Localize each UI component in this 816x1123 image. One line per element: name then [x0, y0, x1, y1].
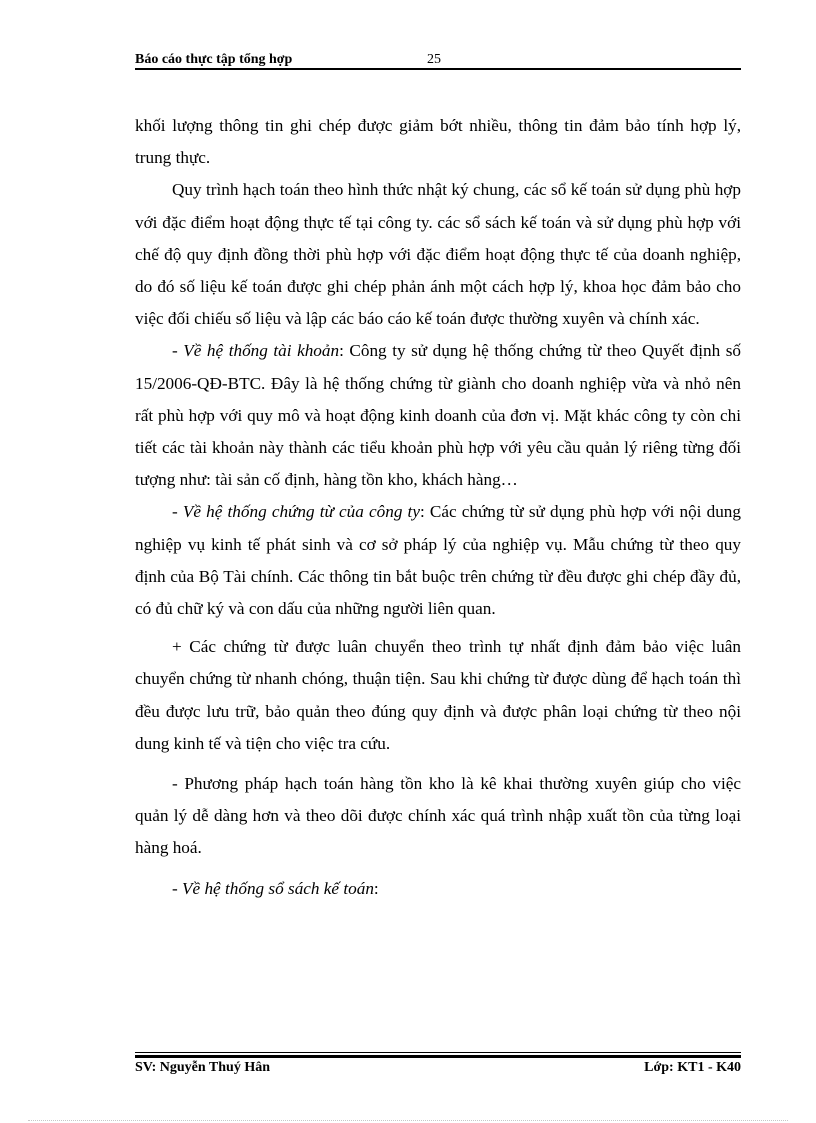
paragraph-4-heading: Về hệ thống chứng từ của công ty: [182, 502, 420, 522]
page-header: [135, 51, 741, 68]
footer-class-label: Lớp: KT1 - K40: [644, 1060, 741, 1075]
paragraph-3-prefix: -: [172, 341, 184, 361]
paragraph-4-text: : Các chứng từ sử dụng phù hợp với nội dung nghiệp vụ kinh tế phát sinh và cơ sở pháp lý của nghiệp vụ. Mẫu chứng từ theo quy định của Bộ Tài chính. Các thông tin bắt buộc trên chứng từ đều được ghi chép đầy đủ, có đủ chữ ký và con dấu của những người liên quan.: [135, 502, 741, 619]
paragraph-4-prefix: -: [172, 502, 183, 522]
footer-divider-thick: [135, 1055, 741, 1058]
paragraph-7: [135, 873, 741, 905]
paragraph-7-prefix: -: [172, 878, 183, 898]
paragraph-3-text: : Công ty sử dụng hệ thống chứng từ theo Quyết định số 15/2006-QĐ-BTC. Đây là hệ thống chứng từ giành cho doanh nghiệp vừa và nhỏ nên rất phù hợp với quy mô và hoạt động kinh doanh của đơn vị. Mặt khác công ty còn chi tiết các tài khoản này thành các tiểu khoản phù hợp với yêu cầu quản lý riêng từng đối tượng như: tài sản cố định, hàng tồn kho, khách hàng…: [135, 341, 741, 490]
page-number: 25: [427, 52, 441, 67]
header-divider: [135, 68, 741, 70]
paragraph-3-heading: Về hệ thống tài khoản: [183, 341, 340, 361]
footer-student-name: SV: Nguyễn Thuý Hân: [135, 1060, 271, 1075]
paragraph-2: Quy trình hạch toán theo hình thức nhật ký chung, các sổ kế toán sử dụng phù hợp với đặc điểm hoạt động thực tế tại công ty. các sổ sách kế toán và sử dụng phù hợp với chế độ quy định đồng thời phù hợp với đặc điểm hoạt động thực tế của doanh nghiệp, do đó số liệu kế toán được ghi chép phản ánh một cách hợp lý, khoa học đảm bảo cho việc đối chiếu số liệu và lập các báo cáo kế toán được thường xuyên và chính xác.: [135, 180, 741, 329]
body-text: [135, 110, 741, 905]
paragraph-1: khối lượng thông tin ghi chép được giảm bớt nhiều, thông tin đảm bảo tính hợp lý, trung thực.: [135, 116, 741, 168]
paragraph-5: + Các chứng từ được luân chuyển theo trình tự nhất định đảm bảo việc luân chuyển chứng từ nhanh chóng, thuận tiện. Sau khi chứng từ được dùng để hạch toán thì đều được lưu trữ, bảo quản theo đúng quy định và được phân loại chứng từ theo nội dung kinh tế và tiện cho việc tra cứu.: [135, 637, 741, 753]
paragraph-4: [135, 496, 741, 625]
paragraph-7-heading: Về hệ thống sổ sách kế toán: [182, 878, 374, 898]
paragraph-7-text: :: [373, 878, 379, 898]
page-bottom-edge: [28, 1120, 788, 1121]
paragraph-6: - Phương pháp hạch toán hàng tồn kho là kê khai thường xuyên giúp cho việc quản lý dễ dàng hơn và theo dõi được chính xác quá trình nhập xuất tồn của từng loại hàng hoá.: [135, 774, 741, 858]
paragraph-3: [135, 335, 741, 496]
footer-divider-thin: [135, 1052, 741, 1053]
header-title: Báo cáo thực tập tổng hợp: [135, 52, 293, 67]
